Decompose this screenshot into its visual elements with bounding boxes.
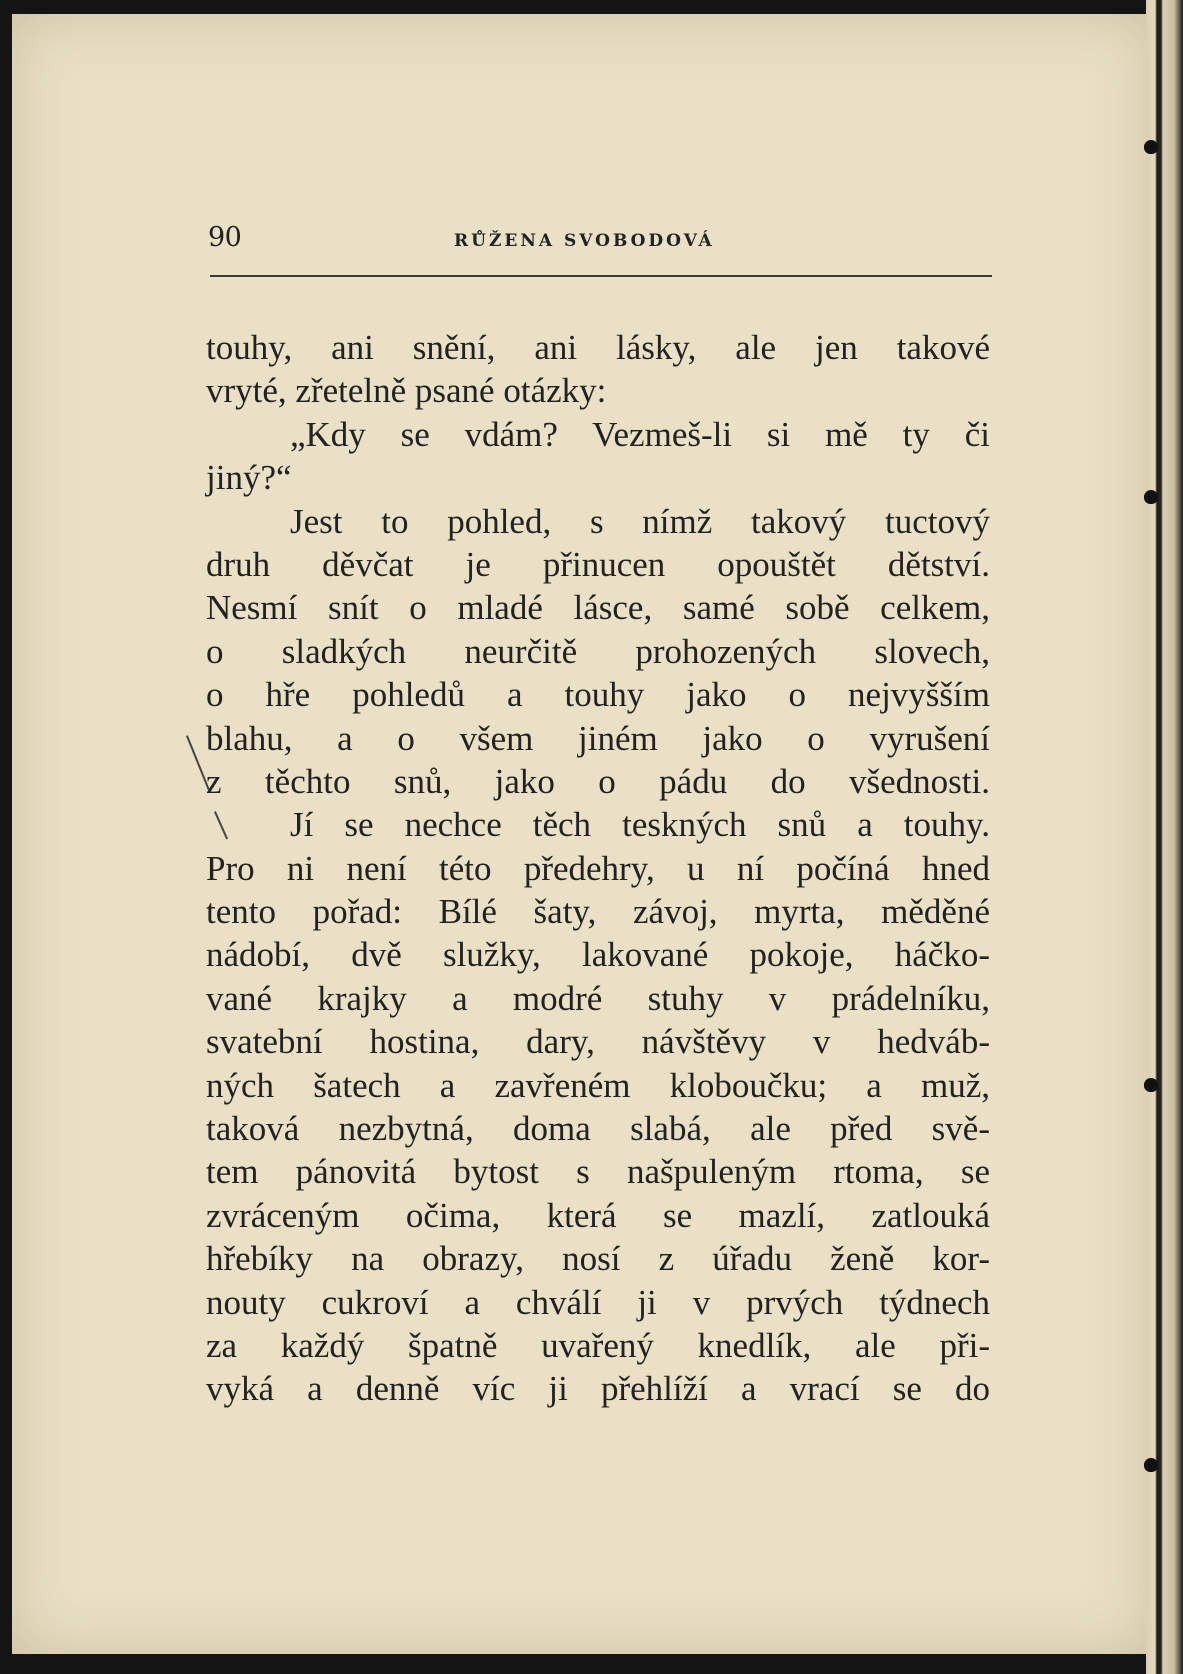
text-line: blahu, a o všem jiném jako o vyrušení: [206, 718, 990, 758]
text-line: taková nezbytná, doma slabá, ale před svě-: [206, 1109, 990, 1149]
text-line: jiný?“: [206, 458, 292, 498]
text-line: hřebíky na obrazy, nosí z úřadu ženě kor-: [206, 1239, 990, 1279]
text-line: Nesmí snít o mladé lásce, samé sobě celkem,: [206, 588, 990, 628]
text-line: ných šatech a zavřeném kloboučku; a muž,: [206, 1065, 990, 1105]
text-line: zvráceným očima, která se mazlí, zatlouká: [206, 1195, 990, 1235]
text-line: nádobí, dvě služky, lakované pokoje, háčko-: [206, 935, 990, 975]
text-line: o hře pohledů a touhy jako o nejvyšším: [206, 675, 990, 715]
text-line: tento pořad: Bílé šaty, závoj, myrta, měděné: [206, 892, 990, 932]
text-line: z těchto snů, jako o pádu do všednosti.: [206, 761, 990, 801]
binding-mark: [1144, 140, 1158, 154]
text-line: Jest to pohled, s nímž takový tuctový: [290, 501, 990, 541]
header-rule: [210, 275, 992, 277]
running-head: [208, 222, 990, 262]
running-title: RŮŽENA SVOBODOVÁ: [454, 231, 715, 251]
binding-mark: [1144, 490, 1158, 504]
page-number: 90: [208, 222, 242, 253]
text-line: vané krajky a modré stuhy v prádelníku,: [206, 978, 990, 1018]
page-edge-shadow: [1146, 0, 1183, 1674]
text-line: vyká a denně víc ji přehlíží a vrací se do: [206, 1369, 990, 1409]
binding-mark: [1144, 1458, 1158, 1472]
text-line: tem pánovitá bytost s našpuleným rtoma, se: [206, 1152, 990, 1192]
text-line: „Kdy se vdám? Vezmeš-li si mě ty či: [290, 414, 990, 454]
text-line: nouty cukroví a chválí ji v prvých týdnech: [206, 1282, 990, 1322]
text-line: touhy, ani snění, ani lásky, ale jen takové: [206, 328, 990, 367]
binding-mark: [1144, 1078, 1158, 1092]
text-line: o sladkých neurčitě prohozených slovech,: [206, 631, 990, 671]
body-text: [206, 326, 990, 1411]
text-line: druh děvčat je přinucen opouštět dětství.: [206, 544, 990, 584]
text-line: Pro ni není této předehry, u ní počíná hned: [206, 848, 990, 888]
text-line: za každý špatně uvařený knedlík, ale při-: [206, 1325, 990, 1365]
text-line: vryté, zřetelně psané otázky:: [206, 371, 607, 411]
text-line: Jí se nechce těch teskných snů a touhy.: [290, 805, 990, 845]
text-line: svatební hostina, dary, návštěvy v hedváb-: [206, 1022, 990, 1062]
